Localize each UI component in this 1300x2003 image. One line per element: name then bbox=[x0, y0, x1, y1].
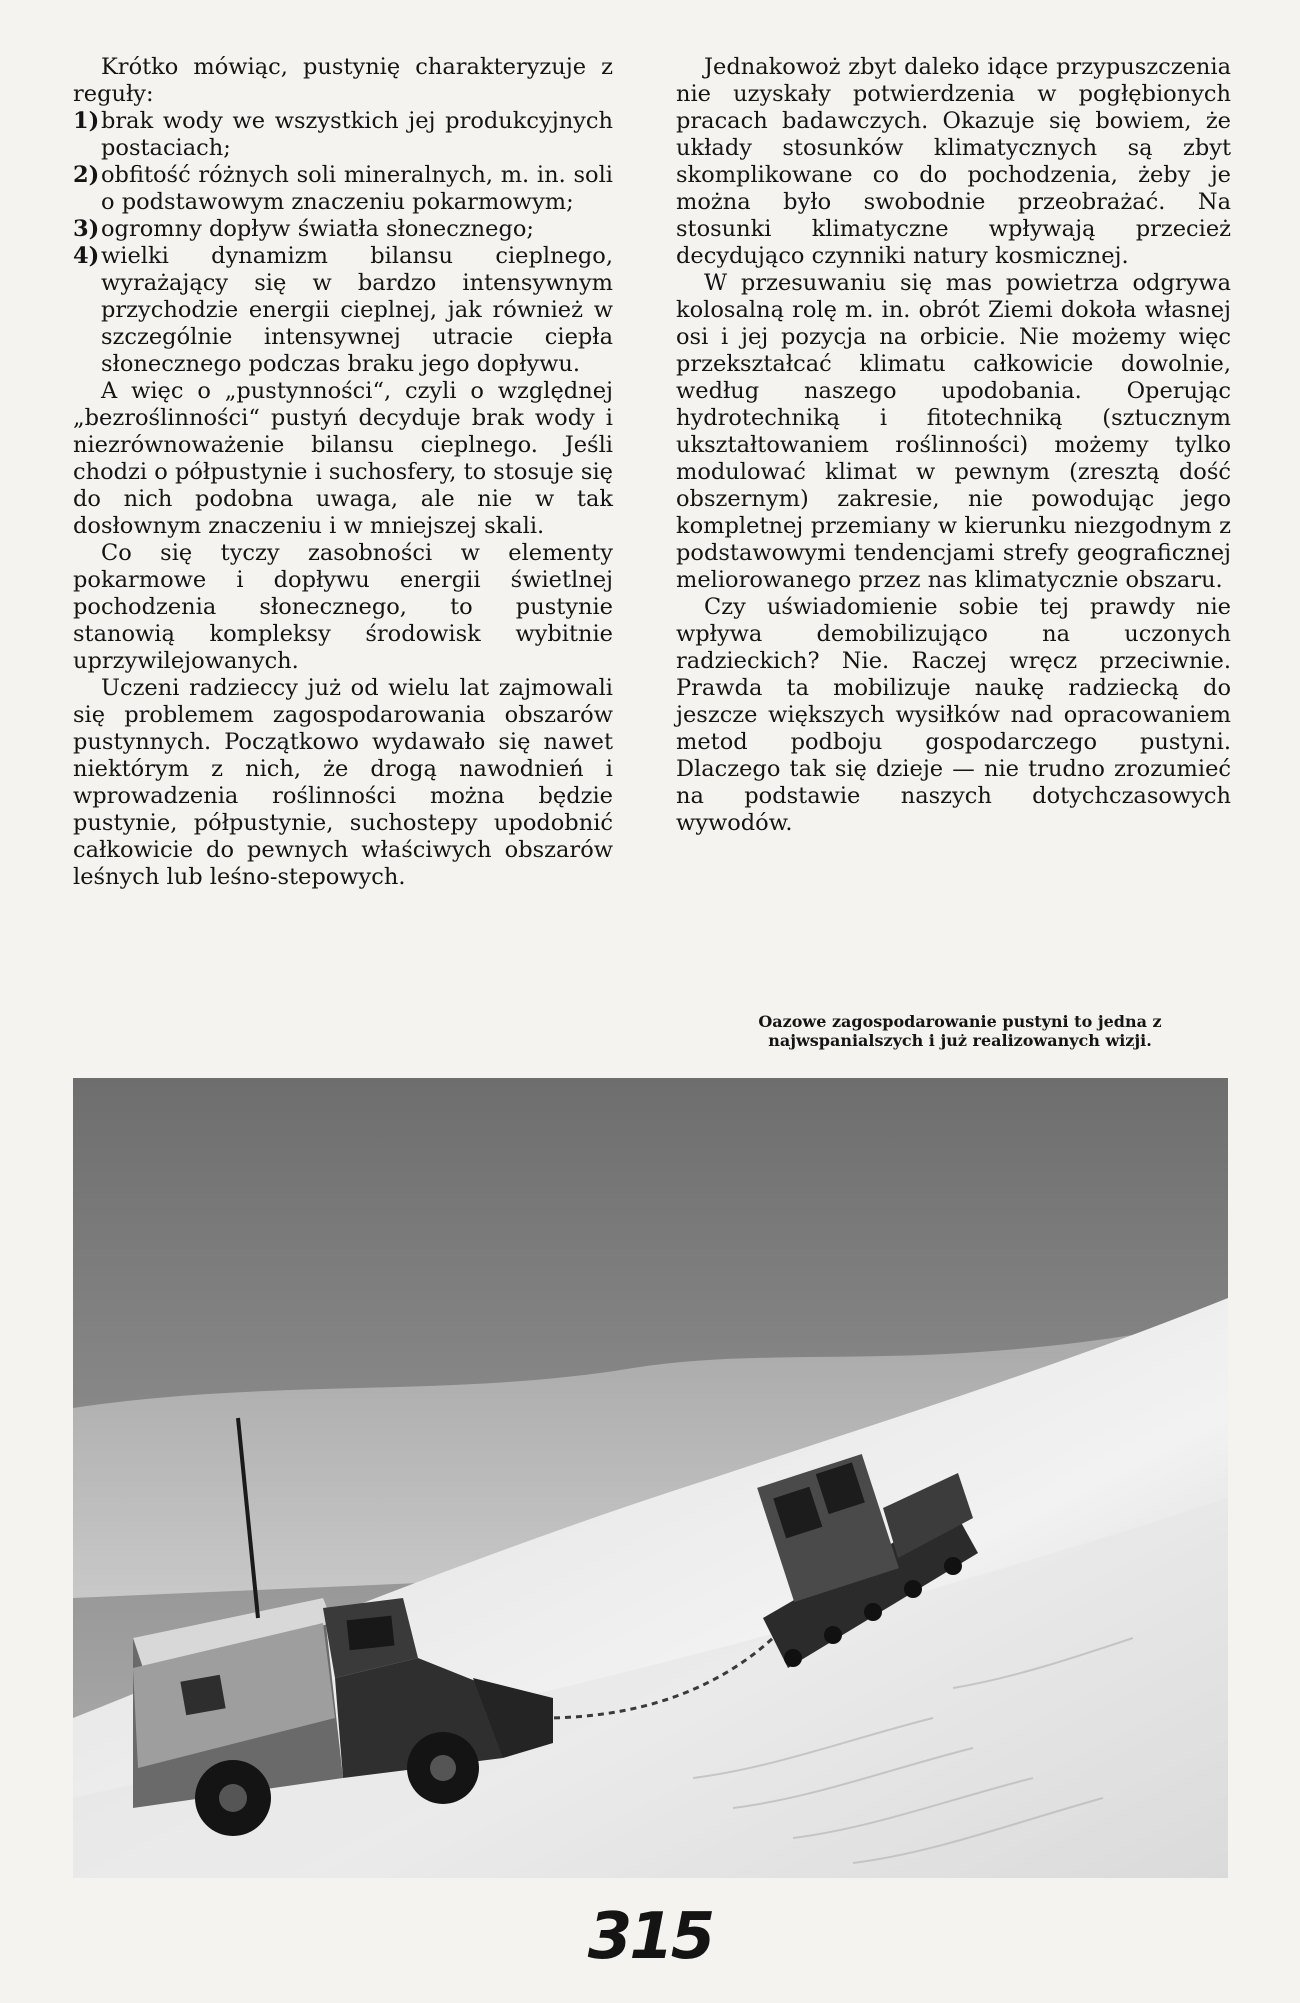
intro-text: Krótko mówiąc, pustynię charakteryzuje z reguły: bbox=[73, 54, 613, 107]
paragraph: Czy uświadomienie sobie tej prawdy nie wpływa demobilizująco na uczonych radzieckich? Nie. Raczej wręcz przeciwnie. Prawda ta mobilizuje naukę radziecką do jeszcze większych wysiłków nad opracowaniem metod podboju gospodarczego pustyni. Dlaczego tak się dzieje — nie trudno zrozumieć na podstawie naszych dotychczasowych wywodów. bbox=[676, 594, 1231, 836]
rule-text: brak wody we wszystkich jej produkcyjnych postaciach; bbox=[101, 108, 613, 161]
paragraph: Uczeni radzieccy już od wielu lat zajmowali się problemem zagospodarowania obszarów pustynnych. Początkowo wydawało się nawet niektórym z nich, że drogą nawodnień i wprowadzenia roślinności można będzie pustynie, półpustynie, suchostepy upodobnić całkowicie do pewnych właściwych obszarów leśnych lub leśno-stepowych. bbox=[73, 675, 613, 890]
rule-item bbox=[73, 216, 613, 243]
paragraph: W przesuwaniu się mas powietrza odgrywa kolosalną rolę m. in. obrót Ziemi dokoła własnej osi i jej pozycja na orbicie. Nie możemy więc przekształcać klimatu całkowicie dowolnie, według naszego upodobania. Operując hydrotechniką i fitotechniką (sztucznym ukształtowaniem roślinności) możemy tylko modulować klimat w pewnym (zresztą dość obszernym) zakresie, nie powodując jego kompletnej przemiany w kierunku niezgodnym z podstawowymi tendencjami strefy geograficznej meliorowanego przez nas klimatycznie obszaru. bbox=[676, 270, 1231, 593]
left-column bbox=[73, 54, 613, 891]
photo-caption: Oazowe zagospodarowanie pustyni to jedna z najwspanialszych i już realizowanych wizji. bbox=[758, 1012, 1162, 1050]
desert-photo bbox=[73, 1078, 1228, 1878]
right-column bbox=[676, 54, 1231, 837]
paragraph: Co się tyczy zasobności w elementy pokarmowe i dopływu energii świetlnej pochodzenia słonecznego, to pustynie stanowią kompleksy środowisk wybitnie uprzywilejowanych. bbox=[73, 540, 613, 674]
rule-item bbox=[73, 243, 613, 378]
paragraph: Jednakowoż zbyt daleko idące przypuszczenia nie uzyskały potwierdzenia w pogłębionych pracach badawczych. Okazuje się bowiem, że układy stosunków klimatycznych są zbyt skomplikowane co do pochodzenia, żeby je można było swobodnie przeobrażać. Na stosunki klimatyczne wpływają przecież decydująco czynniki natury kosmicznej. bbox=[676, 54, 1231, 269]
rule-number: 2) bbox=[73, 162, 100, 188]
rule-text: wielki dynamizm bilansu cieplnego, wyrażający się w bardzo intensywnym przychodzie energii cieplnej, jak również w szczególnie intensywnej utracie ciepła słonecznego podczas braku jego dopływu. bbox=[101, 243, 613, 377]
rule-number: 4) bbox=[73, 243, 100, 269]
page-number: 315 bbox=[587, 1900, 713, 1974]
desert-photo-illustration bbox=[73, 1078, 1228, 1878]
rule-text: obfitość różnych soli mineralnych, m. in. soli o podstawowym znaczeniu pokarmowym; bbox=[101, 162, 613, 215]
rule-text: ogromny dopływ światła słonecznego; bbox=[101, 216, 535, 242]
rule-number: 1) bbox=[73, 108, 100, 134]
rules-list bbox=[73, 108, 613, 378]
rule-item bbox=[73, 108, 613, 162]
rule-item bbox=[73, 162, 613, 216]
paragraph: A więc o „pustynności“, czyli o względnej „bezroślinności“ pustyń decyduje brak wody i niezrównoważenie bilansu cieplnego. Jeśli chodzi o półpustynie i suchosfery, to stosuje się do nich podobna uwaga, ale nie w tak dosłownym znaczeniu i w mniejszej skali. bbox=[73, 378, 613, 539]
rule-number: 3) bbox=[73, 216, 100, 242]
